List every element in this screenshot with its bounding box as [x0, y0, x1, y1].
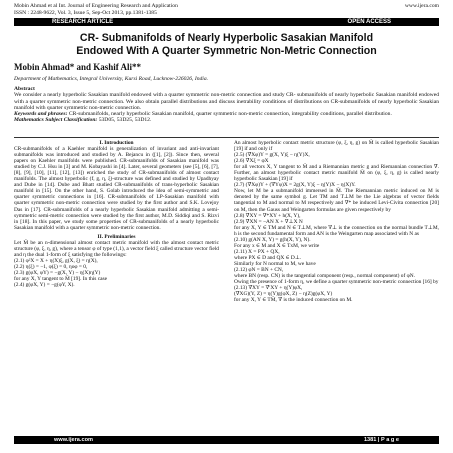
article-type-banner [14, 18, 439, 26]
equation-2-12: (2.12) φN = BN + CN, [234, 266, 284, 273]
connection-definition: Owing the presence of 1-form η, we define a quarter symmetric non-metric connection [16] by [234, 279, 439, 286]
journal-citation-line1: Mobin Ahmad et al Int. Journal of Engineering Research and Application [14, 3, 178, 9]
equation-2-5: (2.5) (∇̄Xφ)Y = g(X, Y)ξ − η(Y)X, [234, 152, 310, 159]
left-column [14, 140, 219, 288]
footer-site-link[interactable]: www.ijera.com [54, 437, 93, 443]
msc-label: Mathematics Subject Classification: [14, 117, 98, 124]
submanifold-paragraph: Now, let M be a submanifold immersed in M̄. The Riemannian metric induced on M is denoted by the same symbol g. Let TM and T⊥M be the Lie algebras of vector fields tangential to M and normal to M respectively and ∇* be induced Levi-Civita connection [20] on M, then the Gauss and Weingarten formulas are given respectively by [234, 188, 439, 213]
equation-2-2: (2.2) η(ξ) = −1, φ(ξ) = 0, ηoφ = 0, [14, 263, 88, 270]
journal-site-link[interactable]: www.ijera.com [404, 3, 439, 9]
page-number: 1381 | P a g e [363, 437, 399, 443]
equation-2-1: (2.1) φ²X = X + η(X)ξ, g(X, ξ) = η(X), [14, 257, 98, 264]
abstract-block [14, 86, 439, 124]
equation-2-3-note: for any X, Y tangent to M̄ [19]. In this case [14, 276, 108, 283]
abstract-label: Abstract [14, 86, 35, 92]
msc-text: 53D05, 53D25, 53D12. [98, 117, 152, 124]
normal-intro: Similarly for N normal to M, we have [234, 260, 316, 267]
equation-2-8: (2.8) ∇̄XY = ∇*XY + h(X, Y), [234, 212, 301, 219]
preliminaries-heading: II. Preliminaries [97, 233, 136, 240]
decomposition-intro: For any x ∈ M and X ∈ TxM, we write [234, 242, 320, 249]
preliminaries-text: Let M̄ be an n-dimensional almost contact metric manifold with the almost contact metric structure (φ, ξ, η, g), where a tensor φ of type (1,1), a vector field ξ called structure vector field and η the dual 1-form of ξ satisfying the followings: [14, 239, 219, 258]
research-article-label: RESEARCH ARTICLE [52, 19, 114, 25]
equation-2-3: (2.3) g(φX, φY) = −g(X, Y) − η(X)η(Y) [14, 269, 101, 276]
equation-2-4: (2.4) g(φX, Y) = −g(φY, X). [14, 282, 75, 289]
author-affiliation: Department of Mathematics, Integral University, Kursi Road, Lucknow-226026, India. [14, 76, 209, 82]
decomposition-note: where PX ∈ D and QX ∈ D⊥. [234, 254, 302, 261]
equation-2-13b: (∇̄XG)(Y, Z) = η(Y)g(φX, Z) − η(Z)g(φX, Y) [234, 291, 333, 298]
journal-header [14, 3, 439, 16]
normal-components-note: where BN (resp. CN) is the tangential component (resp., normal component) of φN. [234, 273, 415, 280]
keywords-label: Keywords and phrases: [14, 111, 68, 118]
paper-title-line1: CR- Submanifolds of Nearly Hyperbolic Sasakian Manifold [79, 32, 374, 44]
page-footer [14, 436, 439, 444]
open-access-label: OPEN ACCESS [347, 19, 391, 25]
journal-citation-line2: ISSN : 2248-9622, Vol. 3, Issue 5, Sep-Oct 2013, pp.1381-1385 [14, 9, 157, 16]
author-list: Mobin Ahmad* and Kashif Ali** [14, 62, 142, 72]
equation-2-10: (2.10) g(AN X, Y) = g(h(X, Y), N). [234, 236, 311, 243]
right-column [234, 140, 439, 303]
equation-2-9: (2.9) ∇̄XN = −AN X + ∇⊥X N [234, 218, 303, 225]
equation-2-13: (2.13) ∇̄XY = ∇̄′XY + η(Y)φX, [234, 285, 303, 292]
equation-2-7: (2.7) (∇̄Xφ)Y + (∇̄Yφ)X = 2g(X, Y)ξ − η(Y)X − η(X)Y. [234, 182, 356, 189]
abstract-divider [14, 137, 439, 138]
introduction-heading: I. Introduction [99, 140, 134, 146]
connection-note: for any X, Y ∈ TM̄, ∇̄ is the induced connection on M. [234, 297, 353, 304]
abstract-text: We consider a nearly hyperbolic Sasakian manifold endowed with a quarter symmetric non-metric connection and study CR- submanifolds of nearly hyperbolic Sasakian manifold endowed with a quarter symmetric non-metric connection. We also obtain parallel distributions and discuss inetrability conditions of distributions on CR-submanifolds of nearly hyperbolic Sasakian manifold with quarter symmetric non-metric connection. [14, 92, 439, 111]
equation-2-6: (2.6) ∇̄Xξ = φX [234, 158, 269, 165]
hyperbolic-sasakian-definition: An almost hyperbolic contact metric structure (φ, ξ, η, g) on M̄ is called hyperbolic Sasakian [19] if and only if [234, 140, 439, 153]
paper-title-line2: Endowed With A Quarter Symmetric Non-Metric Connection [76, 45, 377, 57]
nearly-hyperbolic-definition: for all vectors X, Y tangent to M̄ and a Riemannian metric g and Riemannian connection ∇̄. Further, an almost hyperbolic contact metric manifold M̄ on (φ, ξ, η, g) is called nearly hyperbolic Sasakian [19] if [234, 164, 439, 183]
paper-title [14, 32, 439, 58]
keywords-text: CR-submanifolds, nearly hyperbolic Sasakian manifold, quarter symmetric non-metric connection, integrability conditions, parallel distribution. [68, 111, 392, 118]
weingarten-paragraph: for any X, Y ∈ TM and N ∈ T⊥M, where ∇⊥ is the connection on the normal bundle T⊥M, h is the second fundamental form and AN is the Weingarten map associated with N as [234, 224, 439, 237]
introduction-text: CR-submanifolds of a Kaehler manifold is generalization of invariant and anti-invariant submanifolds was introduced and studied by A. Bejancu in ([1], [2]). Since then, several papers on Kaehler manifolds were published. CR-submanifolds of Sasakian manifold was studied by C.J. Hsu in [3] and M. Kobayashi in [4]. Later, several geometers (see [5], [6], [7], [8], [9], [10], [11], [12], [13]) enriched the study of CR-submanifolds of almost contact manifolds. The almost hyperbolic (f, g, η, ξ)-structure was defined and studied by Upadhyay and Dube in [14]. Dube and Bhatt studied CR-submanifolds of trans-hyperbolic Sasakian manifold in [15]. On the other hand, S. Golab introduced the idea of semi-symmetric and quarter symmetric connections in [16]. CR-submanifolds of LP-Sasakian manifold with quarter symmetric non-metric connection were studied by the first author and S.K. Lovejoy Das in [17]. CR-submanifolds of a nearly hyperbolic Sasakian manifold admitting a semi-symmetric semi-metric connection were studied by the first author, M.D. Siddiqi and S. Rizvi in [18]. In this paper, we study some properties of CR-submanifolds of a nearly hyperbolic Sasakian manifold with a quarter symmetric non-metric connection. [14, 146, 219, 231]
equation-2-11: (2.11) X = PX + QX, [234, 248, 280, 255]
